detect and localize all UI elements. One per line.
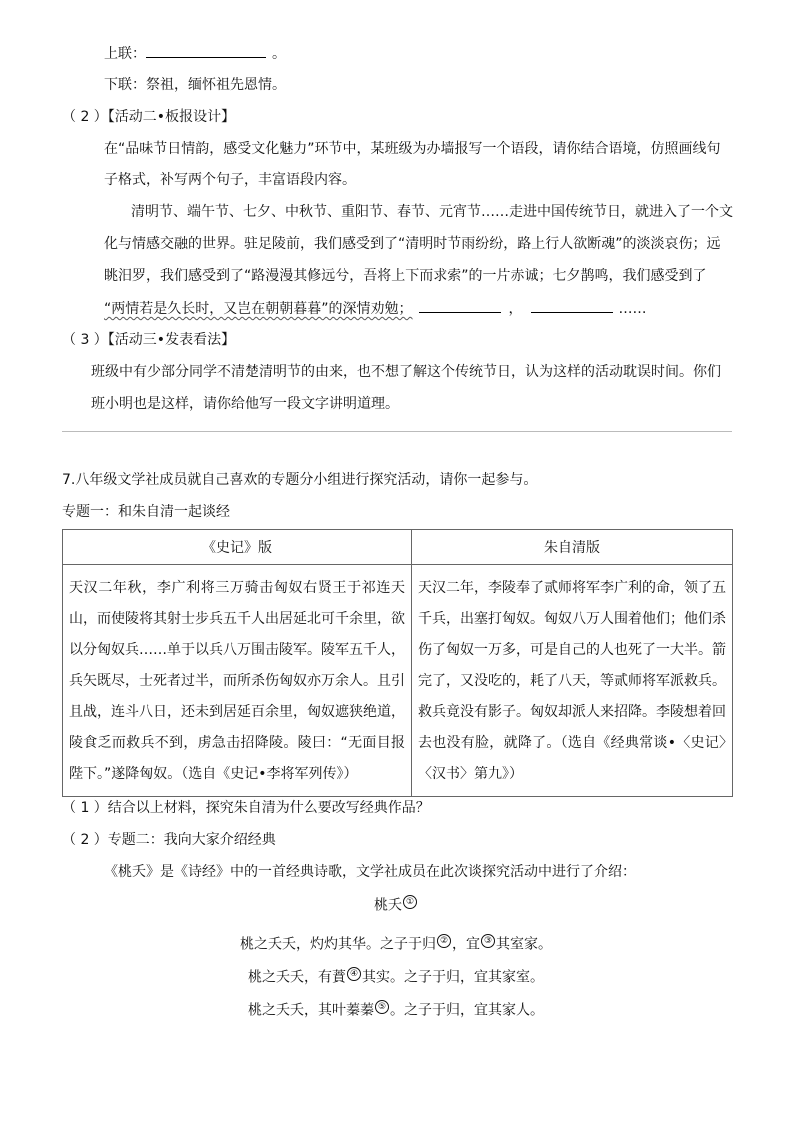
activity2-instruction-l2: 子格式，补写两个句子，丰富语段内容。 xyxy=(104,172,356,188)
note-4-marker: ④ xyxy=(347,967,361,981)
poem-line-1-b: ，宜 xyxy=(452,936,480,953)
question-7-2: （ 2 ）专题二：我向大家介绍经典 xyxy=(62,832,276,848)
passage-line-3-text: 眺汨罗，我们感受到了“路漫漫其修远兮，吾将上下而求索”的一片赤诚；七夕鹊鸣，我们感受到了 xyxy=(104,268,707,284)
comparison-table xyxy=(62,529,733,797)
poem-line-1-a: 桃之夭夭，灼灼其华。之子于归 xyxy=(240,936,436,953)
activity2-label: （ 2 ）【活动二•板报设计】 xyxy=(62,109,236,125)
note-1-marker: ① xyxy=(403,895,417,909)
activity3-label: （ 3 ）【活动三•发表看法】 xyxy=(62,332,236,348)
poem-title-line xyxy=(0,895,792,916)
passage-line-4 xyxy=(104,298,647,319)
upper-couplet-tail: 。 xyxy=(272,46,286,62)
upper-couplet-label: 上联： xyxy=(104,46,146,62)
passage-line-2 xyxy=(104,234,721,254)
header-shiji: 《史记》版 xyxy=(63,530,412,565)
passage-ellipsis: …… xyxy=(618,301,647,317)
lower-couplet-line: 下联：祭祖，缅怀祖先恩情。 xyxy=(104,77,286,93)
passage-line-1: 清明节、端午节、七夕、中秋节、重阳节、春节、元宵节……走进中国传统节日，就进入了一个文 xyxy=(131,204,733,220)
poem-line-1-c: 其室家。 xyxy=(496,936,552,953)
poem-title: 桃夭 xyxy=(374,897,402,914)
activity3-line-1: 班级中有少部分同学不清楚清明节的由来，也不想了解这个传统节日，认为这样的活动耽误时间。你们 xyxy=(91,364,721,380)
header-zhu: 朱自清版 xyxy=(412,530,733,565)
question-7-1: （ 1 ）结合以上材料，探究朱自清为什么要改写经典作品？ xyxy=(62,800,430,816)
underlined-model-sentence: “两情若是久长时，又岂在朝朝暮暮”的深情劝勉； xyxy=(104,301,413,317)
note-2-marker: ② xyxy=(437,934,451,948)
poem-line-1 xyxy=(0,934,792,955)
passage-line-2-text: 化与情感交融的世界。驻足陵前，我们感受到了“清明时节雨纷纷，路上行人欲断魂”的淡淡哀伤；远 xyxy=(104,236,721,252)
activity2-instruction-l1: 在“品味节日情韵，感受文化魅力”环节中，某班级为办墙报写一个语段，请你结合语境，仿照画线句 xyxy=(104,141,721,157)
poem-line-2 xyxy=(0,967,792,988)
section-divider xyxy=(62,431,732,432)
answer-blank-2[interactable] xyxy=(531,298,613,313)
upper-couplet-blank[interactable] xyxy=(146,43,266,58)
poem-line-2-a: 桃之夭夭，有蕡 xyxy=(248,969,346,986)
poem-line-3 xyxy=(0,1000,792,1021)
question-7-title: 7.八年级文学社成员就自己喜欢的专题分小组进行探究活动，请你一起参与。 xyxy=(62,472,538,488)
blank-separator: ， xyxy=(508,301,523,317)
table-header-row xyxy=(63,530,733,565)
poem-line-3-a: 桃之夭夭，其叶蓁蓁 xyxy=(248,1002,374,1019)
cell-zhu-text: 天汉二年，李陵奉了贰师将军李广利的命，领了五千兵，出塞打匈奴。匈奴八万人围着他们；他们杀伤了匈奴一万多，可是自己的人也死了一大半。箭完了，又没吃的，耗了八天，等贰师将军派救兵。救兵竟没有影子。匈奴却派人来招降。李陵想着回去也没有脸，就降了。（选自《经典常谈•〈史记〉〈汉书〉第九》） xyxy=(412,565,733,797)
cell-shiji-text: 天汉二年秋，李广利将三万骑击匈奴右贤王于祁连天山，而使陵将其射士步兵五千人出居延北可千余里，欲以分匈奴兵……单于以兵八万围击陵军。陵军五千人，兵矢既尽，士死者过半，而所杀伤匈奴亦万余人。且引且战，连斗八日，还未到居延百余里，匈奴遮狭绝道，陵食乏而救兵不到，虏急击招降陵。陵曰：“无面目报陛下。”遂降匈奴。（选自《史记•李将军列传》） xyxy=(63,565,412,797)
table-body-row xyxy=(63,565,733,797)
answer-blank-1[interactable] xyxy=(419,298,501,313)
activity3-line-2: 班小明也是这样，请你给他写一段文字讲明道理。 xyxy=(91,396,399,412)
upper-couplet-line xyxy=(104,43,286,64)
topic-1-title: 专题一：和朱自清一起谈经 xyxy=(62,504,230,520)
note-5-marker: ⑤ xyxy=(375,1000,389,1014)
passage-line-3 xyxy=(104,266,707,286)
note-3-marker: ③ xyxy=(481,934,495,948)
poem-line-2-b: 其实。之子于归，宜其家室。 xyxy=(362,969,544,986)
poem-line-3-b: 。之子于归，宜其家人。 xyxy=(390,1002,544,1019)
poem-intro: 《桃夭》是《诗经》中的一首经典诗歌，文学社成员在此次谈探究活动中进行了介绍： xyxy=(104,864,636,880)
